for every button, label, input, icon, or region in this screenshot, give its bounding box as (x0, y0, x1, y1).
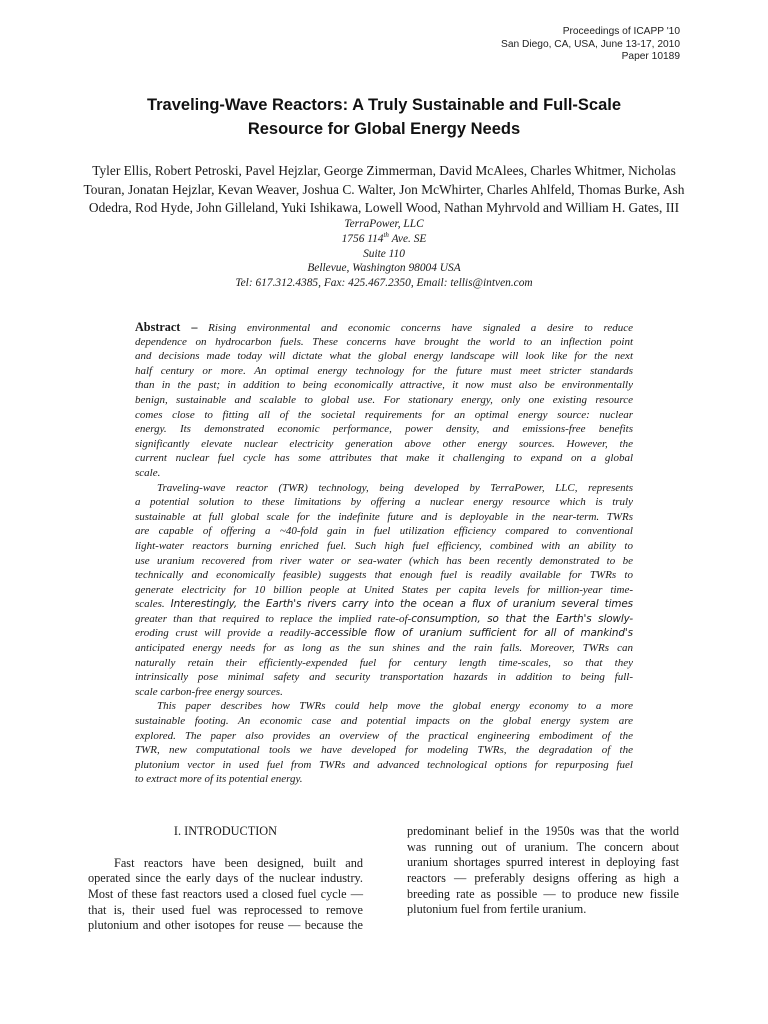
abstract-line: are capable of offering a ~40-fold gain in fuel utilization efficiency compared to conventional (135, 525, 633, 538)
body-line: predominant belief in the 1950s was that the world (407, 824, 679, 838)
title-line-2: Resource for Global Energy Needs (247, 120, 521, 138)
abstract-line (135, 597, 633, 612)
left-column (88, 824, 363, 934)
right-column (407, 824, 679, 918)
abstract-text-alt-font: accessible flow of uranium sufficient for all of mankind's (314, 627, 633, 640)
body-line: operated since the early days of the nuclear industry. (88, 871, 363, 886)
abstract-line: to extract more of its potential energy. (135, 773, 303, 786)
abstract-line (135, 626, 633, 641)
abstract-text: Rising environmental and economic concerns have signaled a desire to reduce (197, 322, 633, 334)
abstract-line: naturally retain their efficiently-expended fuel for century length time-scales, so that they (135, 656, 633, 669)
abstract-line: generate electricity for 10 billion people at United States per capita levels for million-year time- (135, 583, 633, 596)
body-line: plutonium fuel from fertile uranium. (407, 902, 587, 917)
abstract-line: TWR, new computational tools we have developed for modeling TWRs, the degradation of the (135, 744, 633, 757)
street-ordinal: th (383, 231, 389, 239)
abstract-line: technically and economically feasible) suggests that enough fuel is readily available for TWRs to (135, 569, 633, 582)
abstract-line: current nuclear fuel cycle has some attributes that make it challenging to expand on a global (135, 452, 633, 465)
body-line: was running out of uranium. The concern about (407, 839, 679, 854)
street-number: 1756 114 (341, 232, 384, 245)
affiliation-street (134, 232, 634, 247)
abstract-text-alt-font: Interestingly, the Earth's rivers carry into the ocean a flux of uranium several times (164, 598, 633, 611)
affiliation-suite: Suite 110 (363, 247, 405, 260)
abstract-text-alt-font: consumption, so that the Earth's slowly- (411, 612, 633, 625)
abstract-text: scales. (135, 598, 165, 611)
abstract-text: eroding crust will provide a readily- (135, 627, 315, 640)
authors-line-2: Touran, Jonatan Hejzlar, Kevan Weaver, Joshua C. Walter, Jon McWhirter, Charles Ahlfeld, Thomas Burke, Ash (83, 181, 685, 197)
abstract-line: and decisions made today will dictate what the global energy landscape will look like for the next (135, 350, 633, 363)
abstract-line: Traveling-wave reactor (TWR) technology, being developed by TerraPower, LLC, represents (157, 481, 633, 494)
affiliation-contact: Tel: 617.312.4385, Fax: 425.467.2350, Email: tellis@intven.com (235, 277, 533, 290)
affiliation-city: Bellevue, Washington 98004 USA (307, 262, 461, 275)
abstract-line: sustainable footing. An economic case and potential impacts on the global energy system are (135, 715, 633, 728)
conference-location-date: San Diego, CA, USA, June 13-17, 2010 (501, 38, 680, 50)
abstract-line: half century or more. An optimal energy technology for the future must meet stricter standards (135, 364, 633, 377)
author-list (60, 162, 708, 218)
abstract-line: scale. (135, 466, 161, 479)
abstract-line: benign, sustainable and scalable to global use. For stationary energy, only one existing resource (135, 393, 633, 406)
authors-line-1: Tyler Ellis, Robert Petroski, Pavel Hejzlar, George Zimmerman, David McAlees, Charles Whitmer, Nicholas (92, 163, 676, 178)
abstract-line: explored. The paper also provides an overview of the practical engineering embodiment of the (135, 729, 633, 742)
abstract-line: a potential solution to these limitations by offering a nuclear energy resource which is truly (135, 496, 633, 509)
abstract-line: scale carbon-free energy sources. (135, 685, 283, 698)
street-name: Ave. SE (388, 232, 427, 245)
abstract-line (135, 612, 633, 627)
abstract-line: intrinsically pose minimal safety and security transportation hazards in addition to being full- (135, 671, 633, 684)
abstract-line: significantly elevate nuclear electricity generation above other energy sources. However, the (135, 437, 633, 450)
section-heading-introduction: I. INTRODUCTION (173, 824, 278, 838)
affiliation-block (134, 217, 634, 291)
body-line: uranium shortages spurred interest in deploying fast (407, 855, 679, 870)
body-line: Fast reactors have been designed, built and (114, 855, 363, 870)
proceedings-name: Proceedings of ICAPP '10 (562, 26, 680, 37)
abstract-line: anticipated energy needs for as long as the sun shines and the rain falls. Moreover, TWRs can (135, 642, 633, 655)
abstract (135, 320, 633, 787)
abstract-text: greater than that required to replace the implied rate-of- (135, 612, 412, 625)
abstract-line: dependence on hydrocarbon fuels. These concerns have brought the world to an inflection point (135, 335, 633, 348)
proceedings-header (380, 26, 680, 64)
abstract-line: use uranium recovered from river water or sea-water (which has been recently demonstrated to be (135, 554, 633, 567)
body-line: breeding rate as possible — to produce new fissile (407, 886, 679, 901)
title-line-1: Traveling-Wave Reactors: A Truly Sustainable and Full-Scale (146, 96, 622, 114)
abstract-line: energy. Its demonstrated economic performance, power density, and emissions-free benefits (135, 423, 633, 436)
abstract-heading: Abstract – (135, 320, 198, 334)
affiliation-org: TerraPower, LLC (344, 218, 424, 230)
abstract-line: than in the past; in addition to being economically attractive, it now must also be environmentally (135, 379, 633, 392)
abstract-line: comes close to fitting all of the societal requirements for an optimal energy source: nuclear (135, 408, 633, 421)
body-line: reactors — preferably designs offering as high a (407, 871, 679, 886)
abstract-line: plutonium vector in used fuel from TWRs and advanced technological options for repurposing fuel (135, 758, 633, 771)
body-line: Most of these fast reactors used a closed fuel cycle — (88, 887, 363, 902)
abstract-line: This paper describes how TWRs could help move the global energy economy to a more (157, 700, 633, 713)
abstract-line (135, 320, 633, 335)
paper-title (84, 93, 684, 141)
abstract-line: light-water reactors burning enriched fuel. Such high fuel efficiency, combined with an ability to (135, 539, 633, 552)
body-line: that is, their used fuel was reprocessed to remove (88, 902, 363, 917)
authors-line-3: Odedra, Rod Hyde, John Gilleland, Yuki Ishikawa, Lowell Wood, Nathan Myhrvold and William H. Gates, III (88, 200, 680, 215)
abstract-line: sustainable at full global scale for the indefinite future and is deployable in the near-term. TWRs (135, 510, 633, 523)
paper-number: Paper 10189 (621, 51, 680, 62)
body-line: plutonium and other isotopes for reuse — because the (88, 918, 363, 933)
